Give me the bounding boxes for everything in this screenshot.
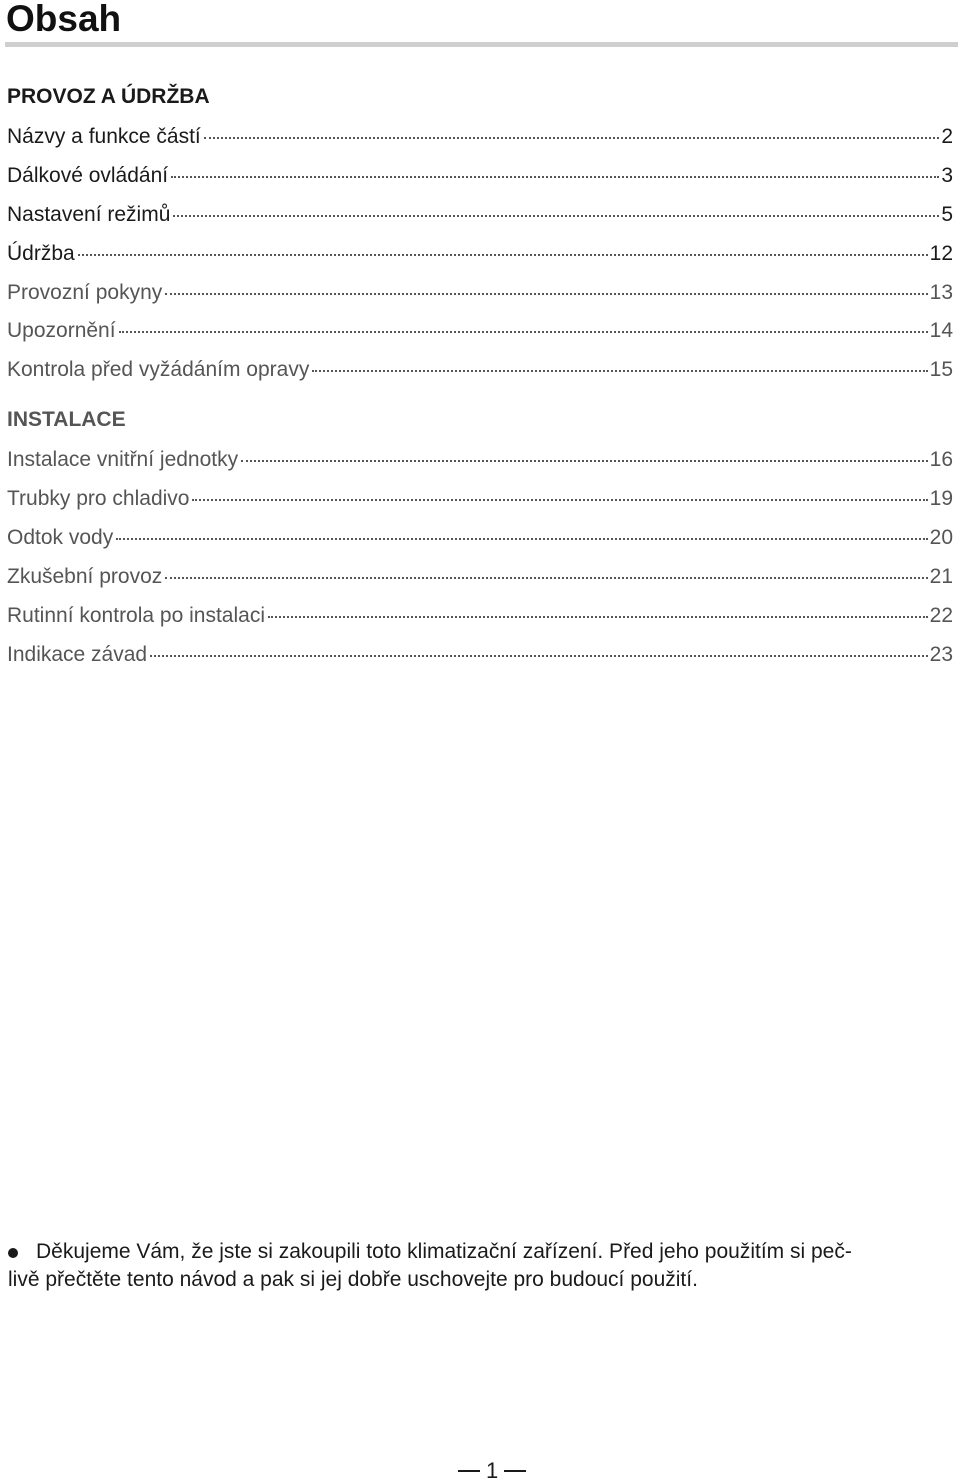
toc-leader-dots	[165, 293, 927, 295]
toc-leader-dots	[268, 616, 928, 618]
toc-item[interactable]	[7, 202, 953, 228]
toc-item[interactable]	[7, 447, 953, 473]
toc-item-page: 15	[929, 358, 953, 381]
toc-item-page: 19	[929, 487, 953, 510]
toc-item-label: Instalace vnitřní jednotky	[7, 448, 239, 471]
toc-item-page: 5	[941, 203, 953, 226]
page-number-value: 1	[486, 1458, 499, 1483]
toc-item-page: 21	[929, 565, 953, 588]
dash-decoration	[504, 1470, 526, 1472]
toc-leader-dots	[165, 577, 927, 579]
toc-item[interactable]	[7, 318, 953, 344]
toc-item-page: 3	[941, 164, 953, 187]
toc-item[interactable]	[7, 124, 953, 150]
toc-item[interactable]	[7, 241, 953, 267]
notice-line: livě přečtěte tento návod a pak si jej dobře uschovejte pro budoucí použití.	[8, 1268, 698, 1291]
toc-item[interactable]	[7, 163, 953, 189]
toc-leader-dots	[192, 499, 927, 501]
toc-item-page: 2	[941, 125, 953, 148]
toc-item-label: Názvy a funkce částí	[7, 125, 201, 148]
toc-item-page: 12	[929, 242, 953, 265]
toc-item-label: Nastavení režimů	[7, 203, 171, 226]
toc-leader-dots	[204, 137, 940, 139]
toc-leader-dots	[173, 215, 939, 217]
toc-item-label: Trubky pro chladivo	[7, 487, 190, 510]
toc-leader-dots	[119, 331, 928, 333]
toc-item-label: Dálkové ovládání	[7, 164, 169, 187]
toc-leader-dots	[150, 655, 928, 657]
toc-leader-dots	[116, 538, 927, 540]
notice-line: Děkujeme Vám, že jste si zakoupili toto klimatizační zařízení. Před jeho použitím si peč-	[36, 1240, 852, 1263]
toc-item-page: 22	[929, 604, 953, 627]
toc-item[interactable]	[7, 642, 953, 668]
toc-item[interactable]	[7, 486, 953, 512]
toc-leader-dots	[171, 176, 939, 178]
page-number	[452, 1458, 532, 1484]
toc-item[interactable]	[7, 603, 953, 629]
toc-leader-dots	[241, 460, 928, 462]
toc-item-label: Zkušební provoz	[7, 565, 163, 588]
section-heading-provoz: PROVOZ A ÚDRŽBA	[7, 85, 210, 108]
toc-item-label: Odtok vody	[7, 526, 114, 549]
toc-leader-dots	[78, 254, 928, 256]
toc-item-label: Kontrola před vyžádáním opravy	[7, 358, 310, 381]
toc-item[interactable]	[7, 564, 953, 590]
toc-item[interactable]	[7, 525, 953, 551]
toc-item-label: Indikace závad	[7, 643, 148, 666]
toc-item-label: Údržba	[7, 242, 75, 265]
toc-item-label: Rutinní kontrola po instalaci	[7, 604, 265, 627]
toc-item-page: 14	[929, 319, 953, 342]
toc-item[interactable]	[7, 357, 953, 383]
title-underline	[5, 42, 958, 47]
toc-item[interactable]	[7, 280, 953, 306]
toc-leader-dots	[312, 370, 927, 372]
toc-item-label: Provozní pokyny	[7, 281, 163, 304]
toc-item-label: Upozornění	[7, 319, 116, 342]
dash-decoration	[458, 1470, 480, 1472]
toc-item-page: 20	[929, 526, 953, 549]
bullet-icon	[8, 1248, 18, 1258]
toc-item-page: 13	[929, 281, 953, 304]
toc-item-page: 23	[929, 643, 953, 666]
section-heading-instalace: INSTALACE	[7, 408, 126, 431]
thank-you-notice	[8, 1238, 953, 1294]
page-title: Obsah	[6, 0, 122, 39]
toc-item-page: 16	[929, 448, 953, 471]
